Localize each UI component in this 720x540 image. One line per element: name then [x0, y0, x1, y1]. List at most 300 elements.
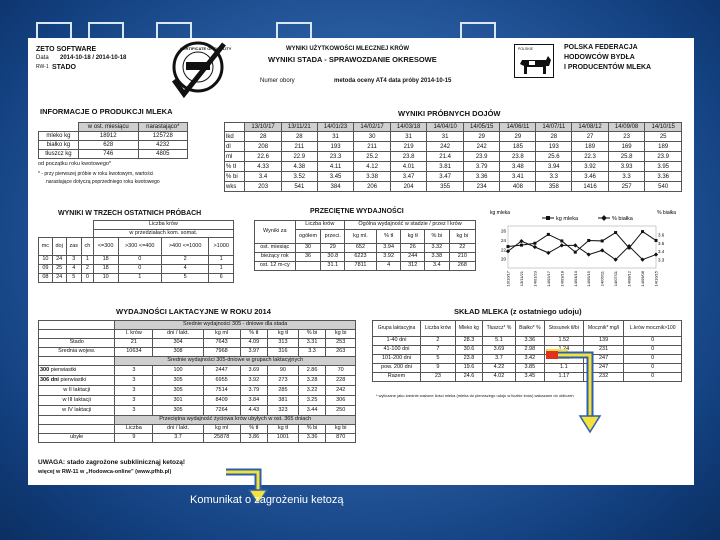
side-300: 300 — [40, 366, 50, 373]
table-cell: 3.81 — [427, 162, 464, 172]
x-tick-label: 14/01/23 — [532, 271, 538, 287]
table-cell: 3.22 — [298, 386, 326, 396]
column-header: Grupa laktacyjna — [373, 321, 421, 337]
x-tick-label: 14/03/18 — [559, 271, 565, 287]
table-cell: w II laktacji — [39, 386, 115, 396]
table-cell: 210 — [449, 253, 475, 262]
left-tick-label: 22 — [500, 247, 506, 253]
table-cell: 3.95 — [645, 162, 682, 172]
table-cell: 2447 — [203, 366, 240, 376]
table-cell: 305 — [153, 386, 203, 396]
table-cell: 3.3 — [536, 172, 572, 182]
table-cell: 193 — [536, 142, 572, 152]
table-cell: 1 — [209, 256, 234, 265]
table-cell: 3.92 — [572, 162, 609, 172]
pfhb-line2: HODOWCÓW BYDŁA — [564, 54, 635, 61]
table-cell: 24 — [52, 274, 66, 283]
table-cell: 4.01 — [390, 162, 427, 172]
table-cell: 90 — [268, 366, 299, 376]
table-cell: 206 — [354, 182, 391, 192]
table-cell: 3.46 — [572, 172, 609, 182]
right-tick-label: 3.3 — [658, 257, 665, 263]
table-cell: 7968 — [203, 348, 240, 357]
table-cell: 28 — [281, 132, 317, 142]
table-cell: 7643 — [203, 339, 240, 348]
table-cell: 21 — [115, 339, 153, 348]
table-cell: 2 — [81, 265, 93, 274]
table-cell: 70 — [326, 366, 356, 376]
table-cell: 8409 — [203, 396, 240, 406]
date-header: 14/09/08 — [608, 123, 645, 132]
pfhb-line1: POLSKA FEDERACJA — [564, 44, 638, 51]
column-header: Mocznik* mg/l — [583, 321, 623, 337]
table-cell: 22.3 — [572, 152, 609, 162]
date-header: 14/05/15 — [463, 123, 500, 132]
table-cell: 304 — [153, 339, 203, 348]
x-tick-label: 14/06/11 — [599, 271, 605, 287]
table-cell: kg tł — [401, 230, 425, 244]
table-cell: 285 — [268, 386, 299, 396]
table-cell: 4 — [161, 265, 208, 274]
table-cell: 3.36 — [298, 434, 326, 443]
table-cell: >400 <=1000 — [161, 238, 208, 256]
table-cell: pow. 200 dni — [373, 364, 421, 373]
table-cell: 3.94 — [536, 162, 572, 172]
table-cell: w IV laktacji — [39, 406, 115, 416]
date-header: 14/06/11 — [500, 123, 536, 132]
table-cell: 31.1 — [321, 262, 345, 271]
table-cell: 3.36 — [515, 337, 544, 346]
x-tick-label: 14/09/08 — [640, 271, 646, 287]
table-cell: 5 — [161, 274, 208, 283]
table-cell: 3.69 — [240, 366, 268, 376]
table-cell: kg tł — [268, 330, 299, 339]
table-cell: % bi — [298, 425, 326, 434]
table-cell: 4.11 — [317, 162, 354, 172]
table-cell: 6955 — [203, 376, 240, 386]
table-cell: 1.1 — [544, 364, 583, 373]
table-cell: Liczba krów — [93, 221, 233, 230]
table-cell: 3 — [66, 256, 81, 265]
table-cell: 1-40 dni — [373, 337, 421, 346]
table-cell: Ogólna wydajność w stadzie / przez l krów — [345, 221, 476, 230]
table-cell: 316 — [268, 348, 299, 357]
table-cell: 308 — [153, 348, 203, 357]
table-cell: 3.7 — [153, 434, 203, 443]
table-cell: w ost. miesiącu — [78, 123, 138, 132]
table-cell: Liczba krów — [295, 221, 345, 230]
table-cell: 3.31 — [298, 339, 326, 348]
table-cell: 08 — [39, 274, 53, 283]
table-cell: Wyniki za — [255, 221, 296, 244]
table-cell: 244 — [401, 253, 425, 262]
table-cell: 1.24 — [544, 346, 583, 355]
table-cell: 24 — [52, 256, 66, 265]
arrow-protein-head — [580, 416, 600, 432]
arrow-protein-shaft — [558, 355, 590, 418]
table-cell: 09 — [39, 265, 53, 274]
srednie-title: PRZECIĘTNE WYDAJNOŚCI — [310, 208, 404, 215]
table-cell: ubyłe — [39, 434, 115, 443]
table-cell: 3.3 — [298, 348, 326, 357]
date-header: 14/04/10 — [427, 123, 464, 132]
table-cell: 312 — [401, 262, 425, 271]
table-cell: 1 — [81, 256, 93, 265]
x-tick-label: 14/08/12 — [626, 271, 632, 287]
table-cell: 125728 — [138, 132, 187, 141]
table-cell: 21.4 — [427, 152, 464, 162]
table-cell: 24.6 — [455, 373, 482, 382]
table-cell: 228 — [326, 376, 356, 386]
right-axis-label: % białka — [657, 210, 676, 216]
left-axis-label: kg mleka — [490, 210, 511, 216]
table-cell: 0 — [118, 265, 161, 274]
table-cell: 3.45 — [317, 172, 354, 182]
x-tick-label: 14/05/15 — [586, 271, 592, 287]
table-cell: 3.38 — [424, 253, 449, 262]
table-cell: >300 <=400 — [118, 238, 161, 256]
table-cell: 3.79 — [240, 386, 268, 396]
table-cell: 3.28 — [298, 376, 326, 386]
table-cell: 3.45 — [515, 373, 544, 382]
table-cell: 247 — [583, 355, 623, 364]
pfhb-line3: I PRODUCENTÓW MLEKA — [564, 64, 652, 71]
table-cell: % bi — [424, 230, 449, 244]
table-cell: 25.6 — [536, 152, 572, 162]
table-cell: 3.79 — [463, 162, 500, 172]
table-cell: Stado — [39, 339, 115, 348]
table-cell: 3.36 — [463, 172, 500, 182]
column-header: Stosunek tł/bi — [544, 321, 583, 337]
date-header: 13/10/17 — [245, 123, 282, 132]
table-cell: 305 — [153, 406, 203, 416]
table-cell: doj — [52, 238, 66, 256]
laktacja-title: WYDAJNOŚCI LAKTACYJNE W ROKU 2014 — [116, 307, 271, 316]
table-cell: 3.84 — [240, 396, 268, 406]
table-cell: 3.97 — [240, 348, 268, 357]
table-cell: 746 — [78, 150, 138, 159]
table-cell: 25 — [645, 132, 682, 142]
table-cell: 1 — [118, 274, 161, 283]
table-cell: mleko kg — [39, 132, 79, 141]
table-cell: <=300 — [93, 238, 118, 256]
table-cell: % tł — [376, 230, 401, 244]
table-cell: 3.44 — [298, 406, 326, 416]
ketosis-callout-text: Komunikat o zagrożeniu ketozą — [190, 494, 344, 506]
x-tick-label: 14/04/10 — [572, 271, 578, 287]
table-cell: 23.9 — [463, 152, 500, 162]
table-cell: 25.8 — [608, 152, 645, 162]
method-label: metoda oceny AT4 data próby 2014-10-15 — [334, 78, 452, 84]
table-cell: 30.6 — [455, 346, 482, 355]
warning-line: więcej w RW-11 w „Hodowca-online" (www.pfhb.pl) — [38, 469, 172, 475]
table-cell: 10 — [93, 274, 118, 283]
table-cell: 3.47 — [427, 172, 464, 182]
table-cell: 2 — [420, 337, 455, 346]
legend-label-milk: kg mleka — [556, 216, 579, 222]
table-cell: 870 — [326, 434, 356, 443]
table-cell: kg bi — [449, 230, 475, 244]
table-cell: 5 — [66, 274, 81, 283]
table-cell: 3 — [115, 376, 153, 386]
table-cell: 9 — [115, 434, 153, 443]
warning-title: UWAGA: stado zagrożone subklinicznąj ketozą! — [38, 459, 185, 466]
table-cell: 250 — [326, 406, 356, 416]
table-cell: 0 — [624, 337, 682, 346]
table-cell: 169 — [608, 142, 645, 152]
table-cell: 3.86 — [240, 434, 268, 443]
table-cell: 3.48 — [500, 162, 536, 172]
table-cell: 273 — [268, 376, 299, 386]
table-cell: zas — [66, 238, 81, 256]
table-cell: 0 — [624, 355, 682, 364]
column-header: Białko* % — [515, 321, 544, 337]
table-cell: 1.17 — [544, 373, 583, 382]
table-cell: 100 — [153, 366, 203, 376]
table-cell: 247 — [583, 364, 623, 373]
row-label: % bi — [225, 172, 245, 182]
table-cell: >1000 — [209, 238, 234, 256]
row-label: ml — [225, 152, 245, 162]
table-cell: 4.33 — [245, 162, 282, 172]
table-cell: 3.3 — [608, 172, 645, 182]
left-tick-label: 20 — [500, 256, 506, 262]
right-tick-label: 3.5 — [658, 240, 665, 246]
table-cell: Średnia wojew. — [39, 348, 115, 357]
table-cell: 3.38 — [354, 172, 391, 182]
table-cell: narastająco* — [138, 123, 187, 132]
table-cell: 4.38 — [281, 162, 317, 172]
table-cell: 193 — [317, 142, 354, 152]
probne-title: WYNIKI PRÓBNYCH DOJÓW — [398, 109, 501, 118]
x-tick-label: 14/07/11 — [613, 271, 619, 287]
table-cell: 23 — [420, 373, 455, 382]
table-cell: ost. miesiąc — [255, 244, 296, 253]
row-label: wks — [225, 182, 245, 192]
table-cell: 253 — [326, 339, 356, 348]
table-cell: 139 — [583, 337, 623, 346]
table-cell: 36 — [295, 253, 321, 262]
obora-label: Numer obory — [260, 78, 295, 84]
group-label: pierwiastki — [60, 376, 87, 383]
table-cell: białko kg — [39, 141, 79, 150]
certificate-text: CERTIFICATE OF QUALITY — [180, 46, 232, 51]
table-cell: kg bi — [326, 330, 356, 339]
table-cell: 25.2 — [354, 152, 391, 162]
report-subtitle: WYNIKI STADA - SPRAWOZDANIE OKRESOWE — [268, 55, 437, 64]
table-cell: 4.12 — [354, 162, 391, 172]
left-tick-label: 24 — [500, 238, 506, 243]
table-cell: 27 — [572, 132, 609, 142]
table-cell: w III laktacji — [39, 396, 115, 406]
table-cell: 408 — [500, 182, 536, 192]
table-cell: 219 — [390, 142, 427, 152]
table-cell: 25878 — [203, 434, 240, 443]
table-cell: 185 — [500, 142, 536, 152]
table-cell: 268 — [449, 262, 475, 271]
table-cell: 6 — [209, 274, 234, 283]
table-cell: 23.8 — [455, 355, 482, 364]
info-note: * - przy pierwszej próbie w roku kwotowym, wartości — [38, 171, 154, 177]
table-cell: 0 — [624, 346, 682, 355]
table-cell: w przedziałach kom. somat. — [93, 230, 233, 238]
table-cell: 0 — [81, 274, 93, 283]
table-cell: 313 — [268, 339, 299, 348]
table-cell: 3.93 — [608, 162, 645, 172]
table-cell: 101-200 dni — [373, 355, 421, 364]
table-cell: 29 — [321, 244, 345, 253]
table-cell: 3.7 — [483, 355, 516, 364]
table-cell: 4 — [376, 262, 401, 271]
table-cell: 18 — [93, 265, 118, 274]
table-cell: 23.8 — [500, 152, 536, 162]
table-cell: % bi — [298, 330, 326, 339]
table-cell: 3.42 — [515, 355, 544, 364]
table-cell: dni / lakt. — [153, 425, 203, 434]
table-cell: 23.8 — [390, 152, 427, 162]
table-cell: 31 — [390, 132, 427, 142]
table-cell: 30 — [354, 132, 391, 142]
table-cell: 189 — [645, 142, 682, 152]
table-cell: l. krów — [115, 330, 153, 339]
row-label: % tł — [225, 162, 245, 172]
table-cell: 652 — [345, 244, 377, 253]
table-cell: 4805 — [138, 150, 187, 159]
table-cell: 1 — [209, 265, 234, 274]
table-cell: 3.41 — [500, 172, 536, 182]
column-header: Tłuszcz* % — [483, 321, 516, 337]
table-cell: 5.1 — [483, 337, 516, 346]
report-title: WYNIKI UŻYTKOWOŚCI MLECZNEJ KRÓW — [286, 46, 409, 52]
table-cell: 3 — [115, 386, 153, 396]
table-cell: kg tł — [268, 425, 299, 434]
table-cell: 5 — [420, 355, 455, 364]
table-cell: 204 — [390, 182, 427, 192]
table-cell: ogółem — [295, 230, 321, 244]
table-cell: 10634 — [115, 348, 153, 357]
table-cell: Liczba — [115, 425, 153, 434]
table-cell: 23.3 — [317, 152, 354, 162]
stado-label: STADO — [52, 64, 76, 71]
table-cell: 2.98 — [515, 346, 544, 355]
table-cell: 3.94 — [376, 244, 401, 253]
date-header: 14/03/18 — [390, 123, 427, 132]
table-cell: ch — [81, 238, 93, 256]
table-cell: 18912 — [78, 132, 138, 141]
info-title: INFORMACJE O PRODUKCJI MLEKA — [40, 107, 173, 116]
table-cell: 1.52 — [544, 337, 583, 346]
table-cell: 19.6 — [455, 364, 482, 373]
table-cell: 3 — [115, 366, 153, 376]
sklad-footnote: * wyliczane jako średnie ważone ilości mleka (mleka do pierwszego udoju w liczbie krów) wskazane do obliczeń — [376, 393, 574, 398]
table-cell: kg bi — [326, 425, 356, 434]
table-cell: 3.52 — [281, 172, 317, 182]
table-cell: 3.47 — [390, 172, 427, 182]
info-note: od początku roku kwotowego* — [38, 161, 112, 167]
table-cell: Średnie wydajności 305-dniowe w grupach laktacyjnych — [115, 357, 356, 366]
table-cell: 3.92 — [240, 376, 268, 386]
table-cell: 1416 — [572, 182, 609, 192]
table-cell: 305 — [153, 376, 203, 386]
table-cell: 541 — [281, 182, 317, 192]
table-cell: 25 — [52, 265, 66, 274]
table-cell: 10 — [39, 256, 53, 265]
group-label: pierwiastki — [50, 366, 77, 373]
table-cell: 6223 — [345, 253, 377, 262]
table-cell: 257 — [608, 182, 645, 192]
table-cell: 189 — [572, 142, 609, 152]
rw-label: RW-1 — [36, 64, 49, 70]
table-cell: 3 — [115, 406, 153, 416]
table-cell: 0 — [624, 373, 682, 382]
date-header: 14/07/11 — [536, 123, 572, 132]
table-cell: 234 — [463, 182, 500, 192]
table-cell: 26 — [401, 244, 425, 253]
table-cell: 242 — [326, 386, 356, 396]
table-cell: 381 — [268, 396, 299, 406]
column-header: Liczba krów — [420, 321, 455, 337]
table-cell: 7811 — [345, 262, 377, 271]
table-cell: 4.02 — [483, 373, 516, 382]
left-tick-label: 26 — [500, 228, 506, 234]
table-cell: 355 — [427, 182, 464, 192]
table-cell: 7264 — [203, 406, 240, 416]
table-cell: kg ml — [203, 425, 240, 434]
right-tick-label: 3.6 — [658, 232, 665, 238]
table-cell: 28 — [536, 132, 572, 142]
date-header: 14/08/12 — [572, 123, 609, 132]
column-header: L.krów mocznik>100 — [624, 321, 682, 337]
table-cell: 3.4 — [424, 262, 449, 271]
table-cell: 30 — [295, 244, 321, 253]
row-label: dl — [225, 142, 245, 152]
column-header: Mleko kg — [455, 321, 482, 337]
table-cell: 263 — [326, 348, 356, 357]
table-cell: 41-100 dni — [373, 346, 421, 355]
table-cell: przeci. — [321, 230, 345, 244]
table-cell: 1.08 — [544, 355, 583, 364]
table-cell: 31 — [317, 132, 354, 142]
table-cell: kg ml. — [345, 230, 377, 244]
x-tick-label: 13/11/21 — [518, 271, 524, 287]
x-tick-label: 13/10/17 — [505, 271, 511, 287]
table-cell: 28 — [245, 132, 282, 142]
table-cell: Przeciętna wydajność życiowa krów ubyłych w ost. 365 dniach — [115, 416, 356, 425]
sklad-title: SKŁAD MLEKA (z ostatniego udoju) — [454, 307, 582, 316]
table-cell: 301 — [153, 396, 203, 406]
table-cell: 0 — [118, 256, 161, 265]
protein-callout-text: Niski procent białka poniżej 3% dla krów do 100 dni laktacji — [572, 440, 670, 478]
x-tick-label: 14/10/15 — [653, 271, 659, 287]
table-cell: tłuszcz kg — [39, 150, 79, 159]
table-cell: 384 — [317, 182, 354, 192]
company-name: ZETO SOFTWARE — [36, 46, 97, 53]
table-cell: 3.36 — [645, 172, 682, 182]
table-cell: 29 — [500, 132, 536, 142]
arrow-protein-inner — [558, 355, 590, 418]
table-cell: % tł — [240, 330, 268, 339]
table-cell: 22.9 — [281, 152, 317, 162]
table-cell: Razem — [373, 373, 421, 382]
date-header: 14/10/15 — [645, 123, 682, 132]
table-cell: 1001 — [268, 434, 299, 443]
table-cell: 203 — [245, 182, 282, 192]
table-cell: 211 — [354, 142, 391, 152]
table-cell: 0 — [624, 364, 682, 373]
pfhb-logo-text: POLSKIE — [518, 47, 533, 51]
table-cell: 358 — [536, 182, 572, 192]
info-note: narastające dotyczą poprzedniego roku kwotowego — [46, 179, 160, 185]
